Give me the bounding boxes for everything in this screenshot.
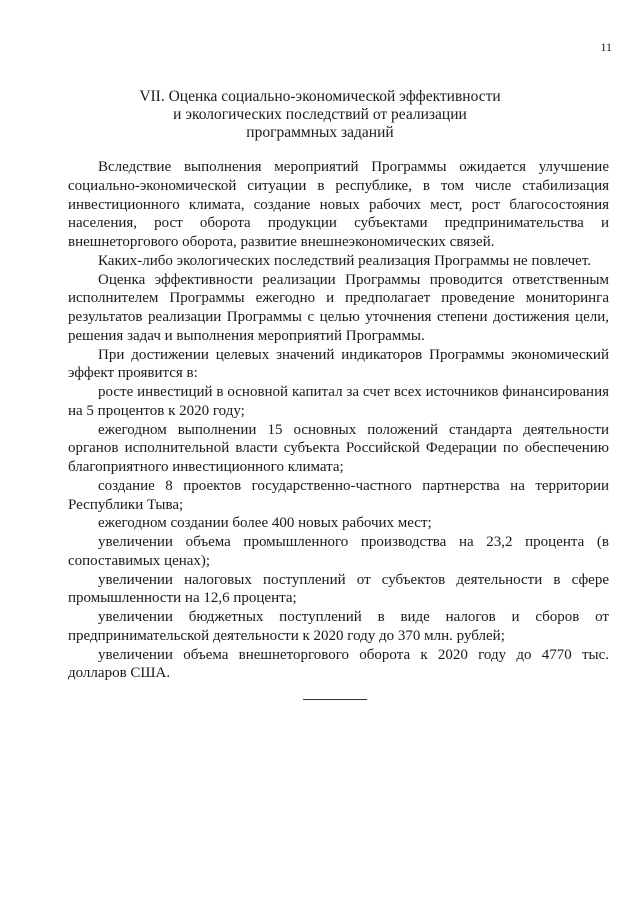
list-item-new-jobs: ежегодном создании более 400 новых рабочих мест;	[98, 515, 432, 532]
closing-rule	[303, 699, 367, 700]
body-text	[68, 158, 609, 683]
page-number: 11	[600, 40, 612, 54]
list-item-ppp-projects: создание 8 проектов государственно-частного партнерства на территории Республики Тыва;	[68, 477, 609, 513]
heading-line-1: VII. Оценка социально-экономической эффективности	[139, 88, 501, 105]
heading-line-3: программных заданий	[246, 124, 394, 141]
paragraph-ecological-consequences: Каких-либо экологических последствий реализация Программы не повлечет.	[98, 252, 592, 269]
list-item-industrial-production: увеличении объема промышленного производства на 23,2 процента (в сопоставимых ценах);	[68, 534, 609, 569]
section-heading	[0, 88, 640, 142]
list-item-tax-revenue: увеличении налоговых поступлений от субъектов деятельности в сфере промышленности на 12,6 процента;	[68, 571, 609, 607]
paragraph-efficiency-assessment: Оценка эффективности реализации Программы проводится ответственным исполнителем Программы ежегодно и предполагает проведение мониторинга результатов реализации Программы с целью уточнения степени достижения цели, решения задач и выполнения мероприятий Программы.	[68, 271, 609, 344]
list-item-investment-growth: росте инвестиций в основной капитал за счет всех источников финансирования на 5 процентов к 2020 году;	[68, 384, 609, 419]
paragraph-economic-effect-intro: При достижении целевых значений индикаторов Программы экономический эффект проявится в:	[68, 346, 609, 382]
list-item-standard-provisions: ежегодном выполнении 15 основных положений стандарта деятельности органов исполнительной власти субъекта Российской Федерации по обеспечению благоприятного инвестиционного климата;	[68, 421, 609, 475]
heading-line-2: и экологических последствий от реализации	[173, 106, 467, 123]
list-item-budget-revenue: увеличении бюджетных поступлений в виде налогов и сборов от предпринимательской деятельности к 2020 году до 370 млн. рублей;	[68, 609, 609, 644]
paragraph-expected-improvement: Вследствие выполнения мероприятий Программы ожидается улучшение социально-экономической ситуации в республике, в том числе стабилизация инвестиционного климата, создание новых рабочих мест, рост благосостояния населения, рост оборота продукции субъектами предпринимательства и внешнеторгового оборота, развитие внешнеэкономических связей.	[68, 159, 609, 250]
list-item-foreign-trade: увеличении объема внешнеторгового оборота к 2020 году до 4770 тыс. долларов США.	[68, 646, 609, 682]
